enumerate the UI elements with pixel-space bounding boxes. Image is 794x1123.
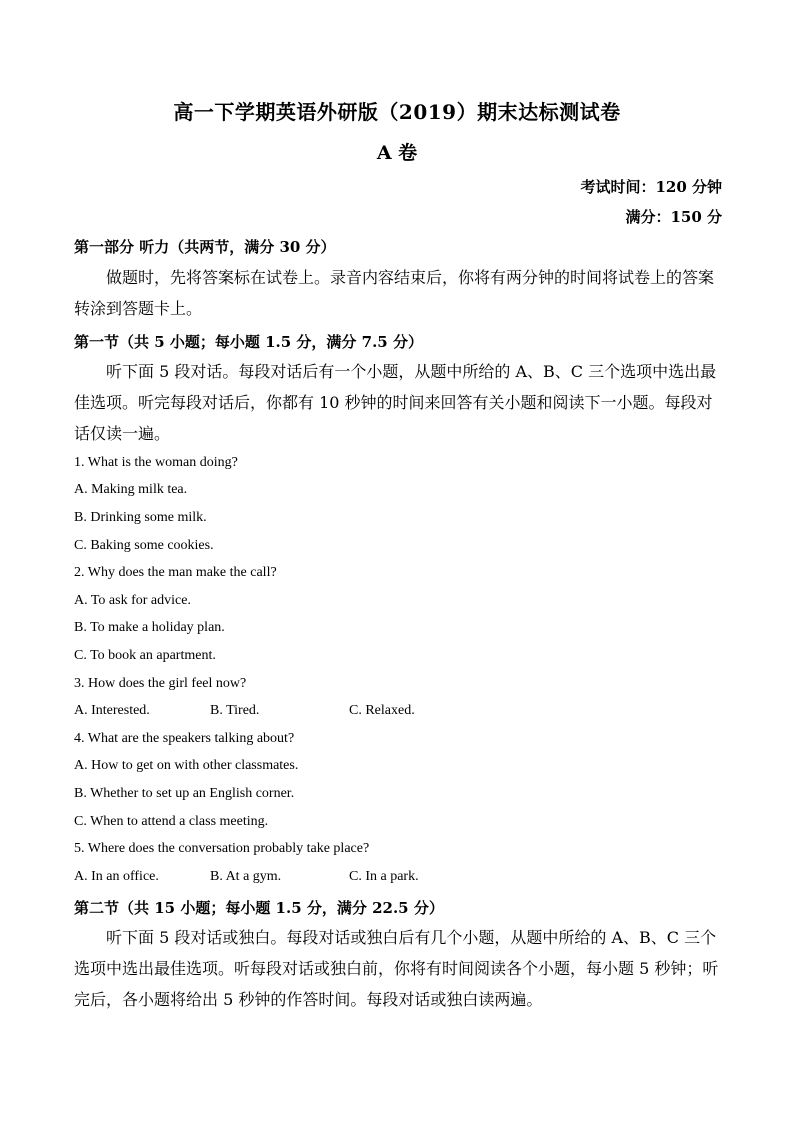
full-score: 满分：150 分: [625, 208, 722, 226]
question-1-option-b: B. Drinking some milk.: [74, 510, 207, 525]
section1-intro: 听下面 5 段对话。每段对话后有一个小题，从题中所给的 A、B、C 三个选项中选出最佳选项。听完每段对话后，你都有 10 秒钟的时间来回答有关小题和阅读下一小题。每段对话仅读一遍。: [74, 362, 717, 443]
section1-heading: 第一节（共 5 小题；每小题 1.5 分，满分 7.5 分）: [74, 333, 423, 351]
question-3-option-a: A. Interested.: [74, 703, 150, 718]
question-2-option-a: A. To ask for advice.: [74, 593, 191, 608]
question-5: 5. Where does the conversation probably take place?: [74, 841, 370, 856]
question-1-option-a: A. Making milk tea.: [74, 482, 188, 497]
question-4-option-b: B. Whether to set up an English corner.: [74, 786, 295, 801]
question-2-option-b: B. To make a holiday plan.: [74, 620, 225, 635]
exam-time: 考试时间：120 分钟: [580, 178, 722, 196]
question-4-option-c: C. When to attend a class meeting.: [74, 814, 269, 829]
paper-version: A 卷: [376, 142, 418, 164]
section2-heading: 第二节（共 15 小题；每小题 1.5 分，满分 22.5 分）: [74, 899, 444, 917]
section2-intro: 听下面 5 段对话或独白。每段对话或独白后有几个小题，从题中所给的 A、B、C 三个选项中选出最佳选项。听每段对话或独白前，你将有时间阅读各个小题，每小题 5 秒钟；听完后，各小题将给出 5 秒钟的作答时间。每段对话或独白读两遍。: [74, 928, 719, 1009]
question-5-option-c: C. In a park.: [349, 869, 419, 884]
question-1-option-c: C. Baking some cookies.: [74, 538, 214, 553]
exam-title: 高一下学期英语外研版（2019）期末达标测试卷: [173, 100, 621, 124]
question-5-option-a: A. In an office.: [74, 869, 159, 884]
question-1: 1. What is the woman doing?: [74, 455, 238, 470]
question-2: 2. Why does the man make the call?: [74, 565, 277, 580]
question-3-option-b: B. Tired.: [210, 703, 260, 718]
question-4-option-a: A. How to get on with other classmates.: [74, 758, 299, 773]
part1-heading: 第一部分 听力（共两节，满分 30 分）: [74, 238, 336, 256]
question-5-option-b: B. At a gym.: [210, 869, 282, 884]
question-4: 4. What are the speakers talking about?: [74, 731, 295, 746]
question-3: 3. How does the girl feel now?: [74, 676, 247, 691]
question-3-option-c: C. Relaxed.: [349, 703, 415, 718]
part1-intro: 做题时，先将答案标在试卷上。录音内容结束后，你将有两分钟的时间将试卷上的答案转涂到答题卡上。: [74, 268, 715, 318]
question-2-option-c: C. To book an apartment.: [74, 648, 216, 663]
